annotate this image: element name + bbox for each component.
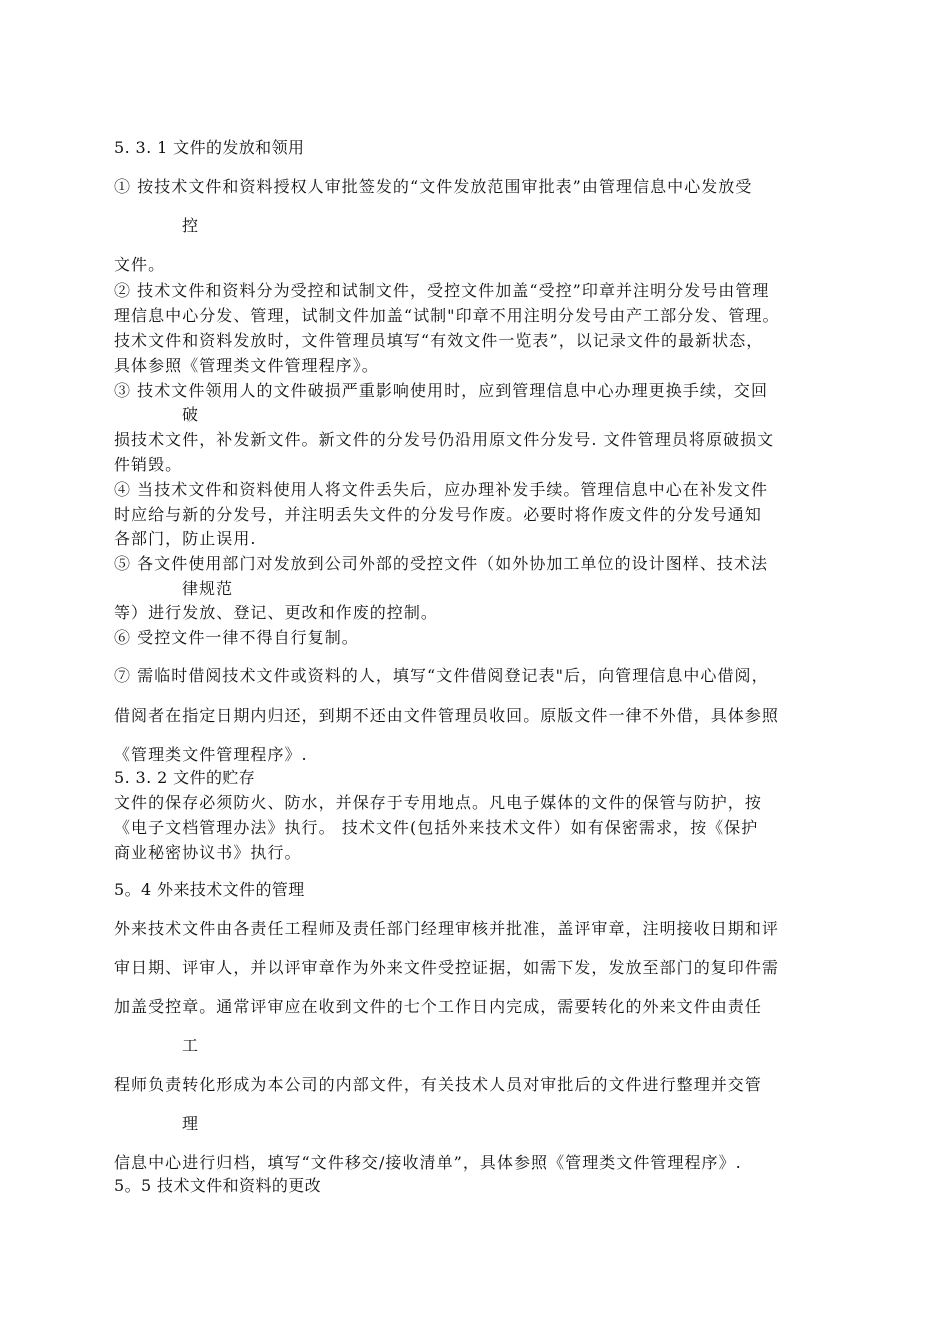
- paragraph-line: 理: [182, 1114, 200, 1133]
- section-heading-5-3-2: 5. 3. 2 文件的贮存: [114, 768, 256, 787]
- paragraph-line: 理信息中心分发、管理，试制文件加盖“试制"印章不用注明分发号由产工部分发、管理。: [114, 306, 780, 325]
- paragraph-line: 时应给与新的分发号，并注明丢失文件的分发号作废。必要时将作废文件的分发号通知: [114, 505, 762, 524]
- paragraph-line: 审日期、评审人，并以评审章作为外来文件受控证据，如需下发，发放至部门的复印件需: [114, 958, 779, 977]
- paragraph-line: 破: [182, 405, 200, 424]
- paragraph-line: 具体参照《管理类文件管理程序》。: [114, 356, 379, 375]
- paragraph-line: 控: [182, 216, 200, 235]
- paragraph-line: 损技术文件，补发新文件。新文件的分发号仍沿用原文件分发号. 文件管理员将原破损文: [114, 430, 775, 449]
- paragraph-line: 《管理类文件管理程序》.: [114, 745, 308, 764]
- paragraph-line: 信息中心进行归档，填写“文件移交/接收清单”，具体参照《管理类文件管理程序》.: [114, 1153, 742, 1172]
- paragraph-line: 等）进行发放、登记、更改和作废的控制。: [114, 603, 438, 622]
- section-heading-5-3-1: 5. 3. 1 文件的发放和领用: [114, 138, 305, 157]
- paragraph-line: 文件的保存必须防火、防水，并保存于专用地点。凡电子媒体的文件的保管与防护，按: [114, 793, 762, 812]
- paragraph-line: 工: [182, 1036, 200, 1055]
- paragraph-line: ① 按技术文件和资料授权人审批签发的“文件发放范围审批表”由管理信息中心发放受: [114, 177, 753, 196]
- paragraph-line: 程师负责转化形成为本公司的内部文件，有关技术人员对审批后的文件进行整理并交管: [114, 1075, 762, 1094]
- paragraph-line: ③ 技术文件领用人的文件破损严重影响使用时，应到管理信息中心办理更换手续，交回: [114, 381, 769, 400]
- paragraph-line: 商业秘密协议书》执行。: [114, 843, 302, 862]
- paragraph-line: 各部门，防止误用.: [114, 529, 257, 548]
- paragraph-line: 外来技术文件由各责任工程师及责任部门经理审核并批准，盖评审章，注明接收日期和评: [114, 919, 779, 938]
- paragraph-line: 加盖受控章。通常评审应在收到文件的七个工作日内完成，需要转化的外来文件由责任: [114, 997, 762, 1016]
- paragraph-line: ⑦ 需临时借阅技术文件或资料的人，填写“文件借阅登记表"后，向管理信息中心借阅，: [114, 666, 769, 685]
- paragraph-line: ⑥ 受控文件一律不得自行复制。: [114, 628, 359, 647]
- section-heading-5-5: 5。5 技术文件和资料的更改: [114, 1176, 322, 1195]
- paragraph-line: 文件。: [114, 255, 166, 274]
- section-heading-5-4: 5。4 外来技术文件的管理: [114, 880, 305, 899]
- paragraph-line: 技术文件和资料发放时，文件管理员填写“有效文件一览表”，以记录文件的最新状态，: [114, 331, 764, 350]
- paragraph-line: 件销毁。: [114, 455, 183, 474]
- paragraph-line: ② 技术文件和资料分为受控和试制文件，受控文件加盖“受控”印章并注明分发号由管理: [114, 281, 770, 300]
- paragraph-line: 借阅者在指定日期内归还，到期不还由文件管理员收回。原版文件一律不外借，具体参照: [114, 706, 779, 725]
- paragraph-line: ④ 当技术文件和资料使用人将文件丢失后，应办理补发手续。管理信息中心在补发文件: [114, 480, 769, 499]
- paragraph-line: 律规范: [182, 579, 234, 598]
- paragraph-line: ⑤ 各文件使用部门对发放到公司外部的受控文件（如外协加工单位的设计图样、技术法: [114, 554, 769, 573]
- paragraph-line: 《电子文档管理办法》执行。 技术文件(包括外来技术文件）如有保密需求，按《保护: [114, 818, 759, 837]
